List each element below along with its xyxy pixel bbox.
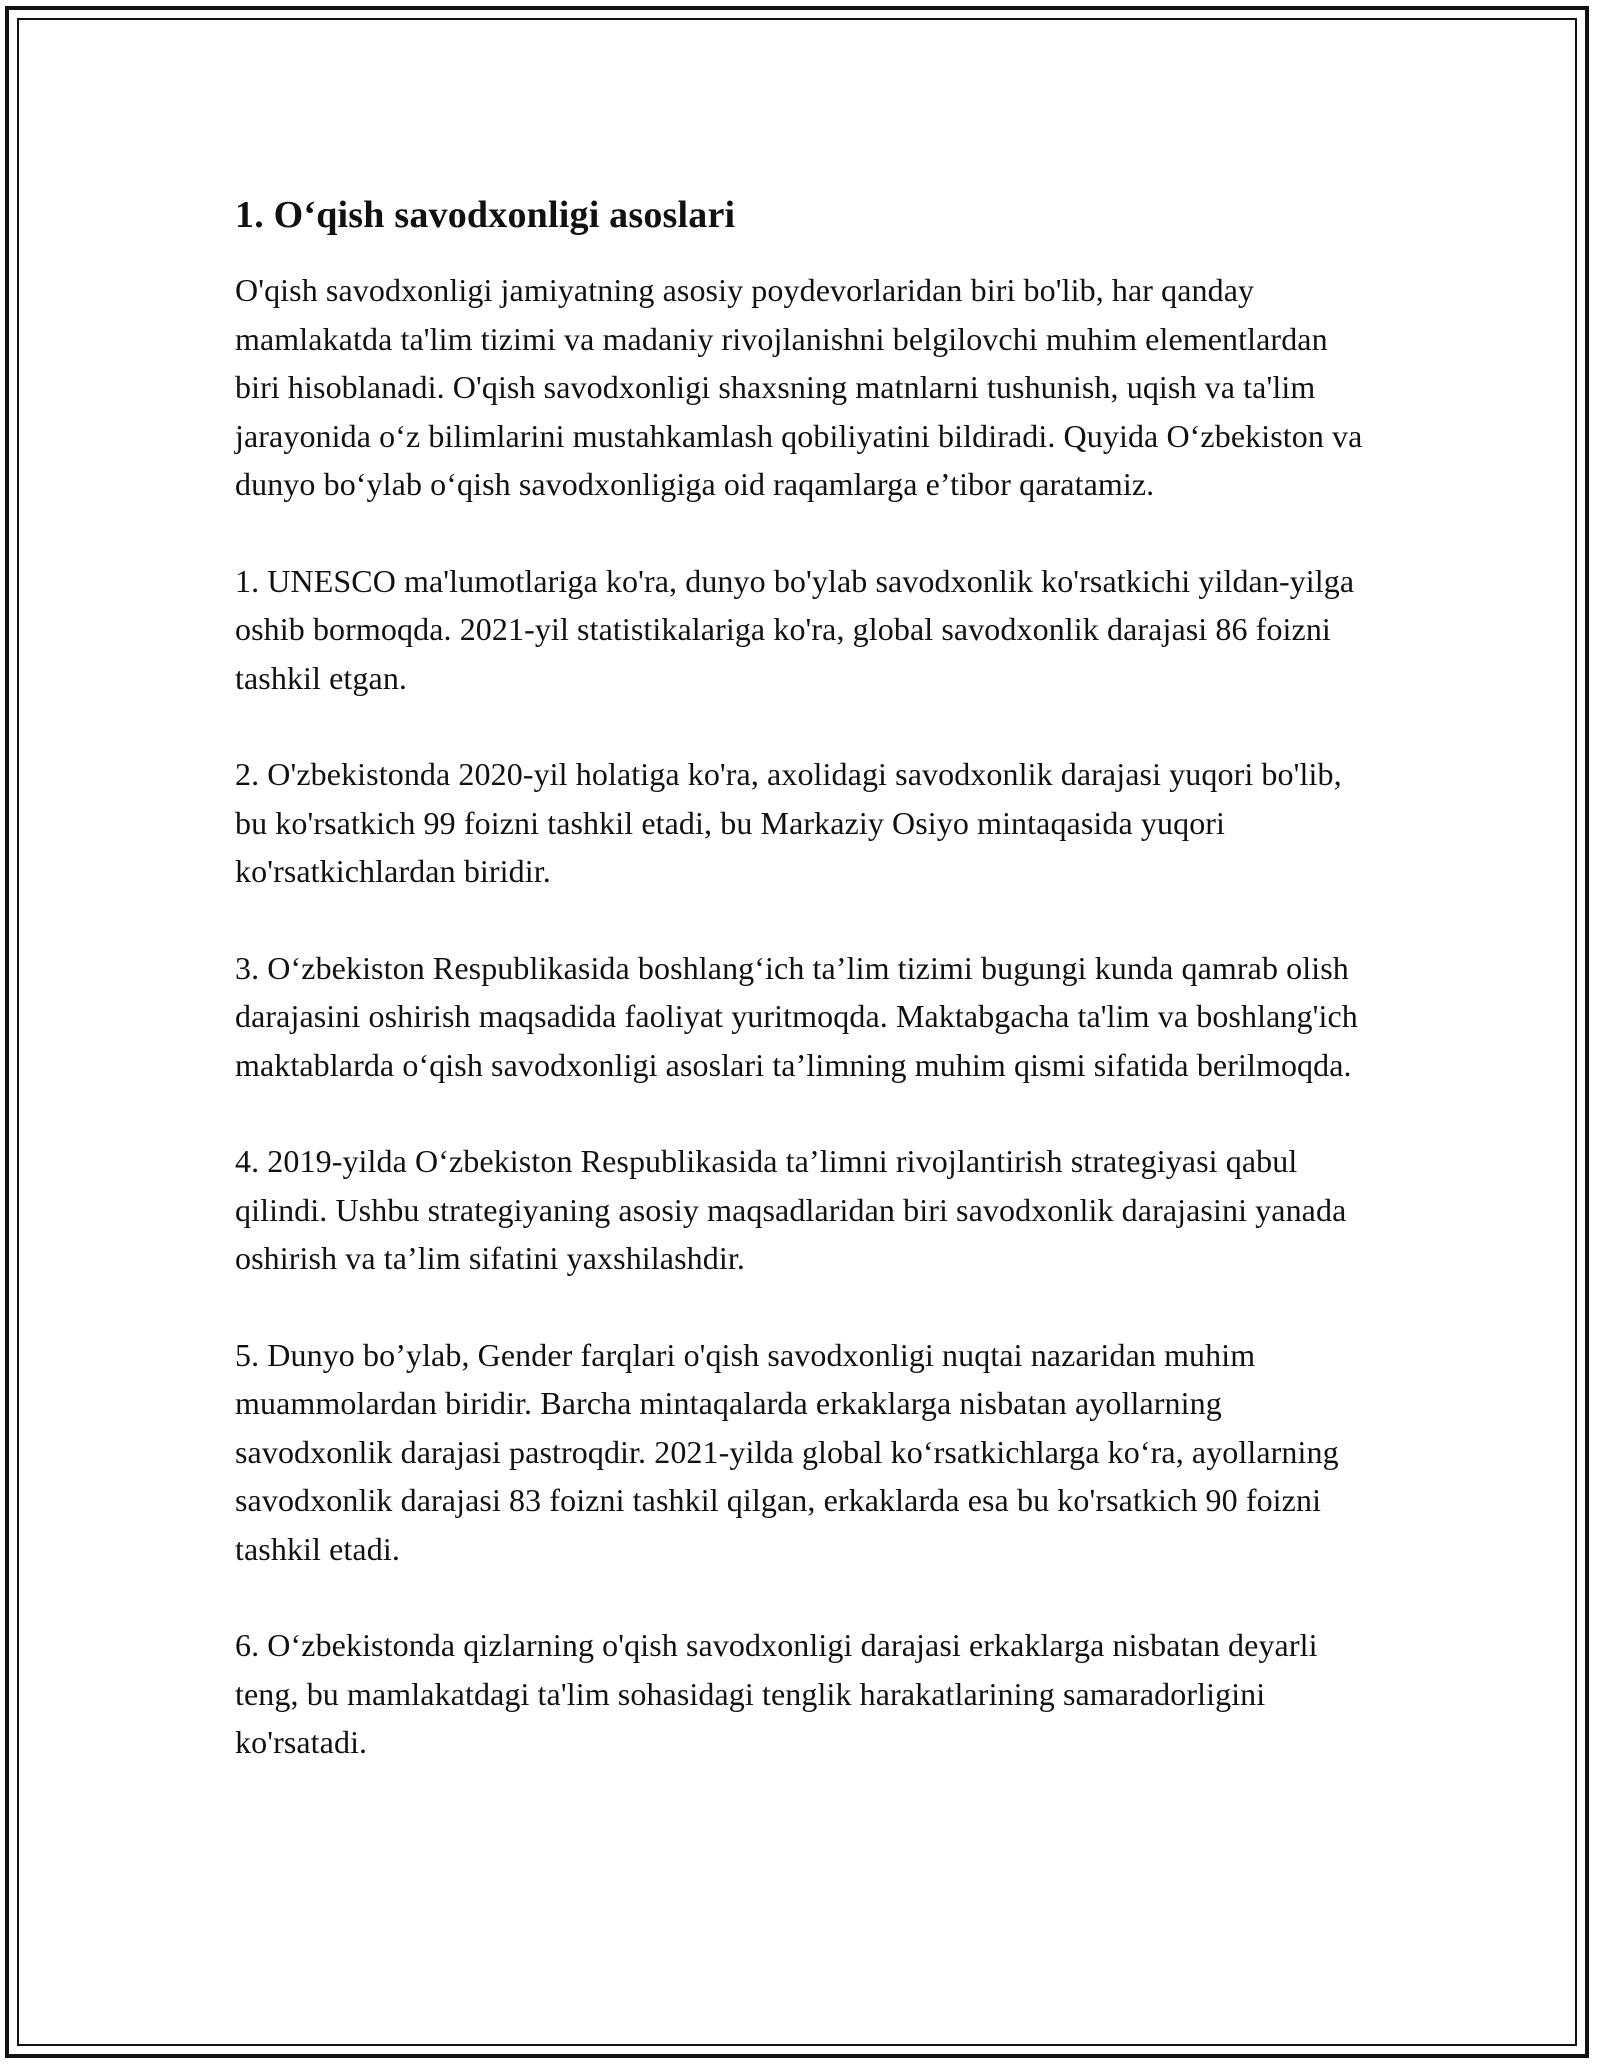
list-item: 6. O‘zbekistonda qizlarning o'qish savodxonligi darajasi erkaklarga nisbatan deyarli teng, bu mamlakatdagi ta'lim sohasidagi tenglik harakatlarining samaradorligini ko'rsatadi. xyxy=(235,1627,1318,1760)
list-item: 3. O‘zbekiston Respublikasida boshlang‘ich ta’lim tizimi bugungi kunda qamrab olish darajasini oshirish maqsadida faoliyat yuritmoqda. Maktabgacha ta'lim va boshlang'ich maktablarda o‘qish savodxonligi asoslari ta’limning muhim qismi sifatida berilmoqda. xyxy=(235,949,1358,1083)
document-body xyxy=(235,190,1375,1767)
list-item: 4. 2019-yilda O‘zbekiston Respublikasida ta’limni rivojlantirish strategiyasi qabul qilindi. Ushbu strategiyaning asosiy maqsadlaridan biri savodxonlik darajasini yanada oshirish va ta’lim sifatini yaxshilashdir. xyxy=(235,1143,1347,1276)
intro-paragraph: O'qish savodxonligi jamiyatning asosiy poydevorlaridan biri bo'lib, har qanday mamlakatda ta'lim tizimi va madaniy rivojlanishni belgilovchi muhim elementlardan biri hisoblanadi. O'qish savodxonligi shaxsning matnlarni tushunish, uqish va ta'lim jarayonida o‘z bilimlarini mustahkamlash qobiliyatini bildiradi. Quyida O‘zbekiston va dunyo bo‘ylab o‘qish savodxonligiga oid raqamlarga e’tibor qaratamiz. xyxy=(235,272,1363,502)
page-title: 1. O‘qish savodxonligi asoslari xyxy=(235,194,736,236)
list-item: 5. Dunyo bo’ylab, Gender farqlari o'qish savodxonligi nuqtai nazaridan muhim muammolardan biridir. Barcha mintaqalarda erkaklarga nisbatan ayollarning savodxonlik darajasi pastroqdir. 2021-yilda global ko‘rsatkichlarga ko‘ra, ayollarning savodxonlik darajasi 83 foizni tashkil qilgan, erkaklarda esa bu ko'rsatkich 90 foizni tashkil etadi. xyxy=(235,1336,1339,1567)
list-item: 1. UNESCO ma'lumotlariga ko'ra, dunyo bo'ylab savodxonlik ko'rsatkichi yildan-yilga oshib bormoqda. 2021-yil statistikalariga ko'ra, global savodxonlik darajasi 86 foizni tashkil etgan. xyxy=(235,562,1355,696)
list-item: 2. O'zbekistonda 2020-yil holatiga ko'ra, axolidagi savodxonlik darajasi yuqori bo'lib, bu ko'rsatkich 99 foizni tashkil etadi, bu Markaziy Osiyo mintaqasida yuqori ko'rsatkichlardan biridir. xyxy=(235,756,1342,889)
